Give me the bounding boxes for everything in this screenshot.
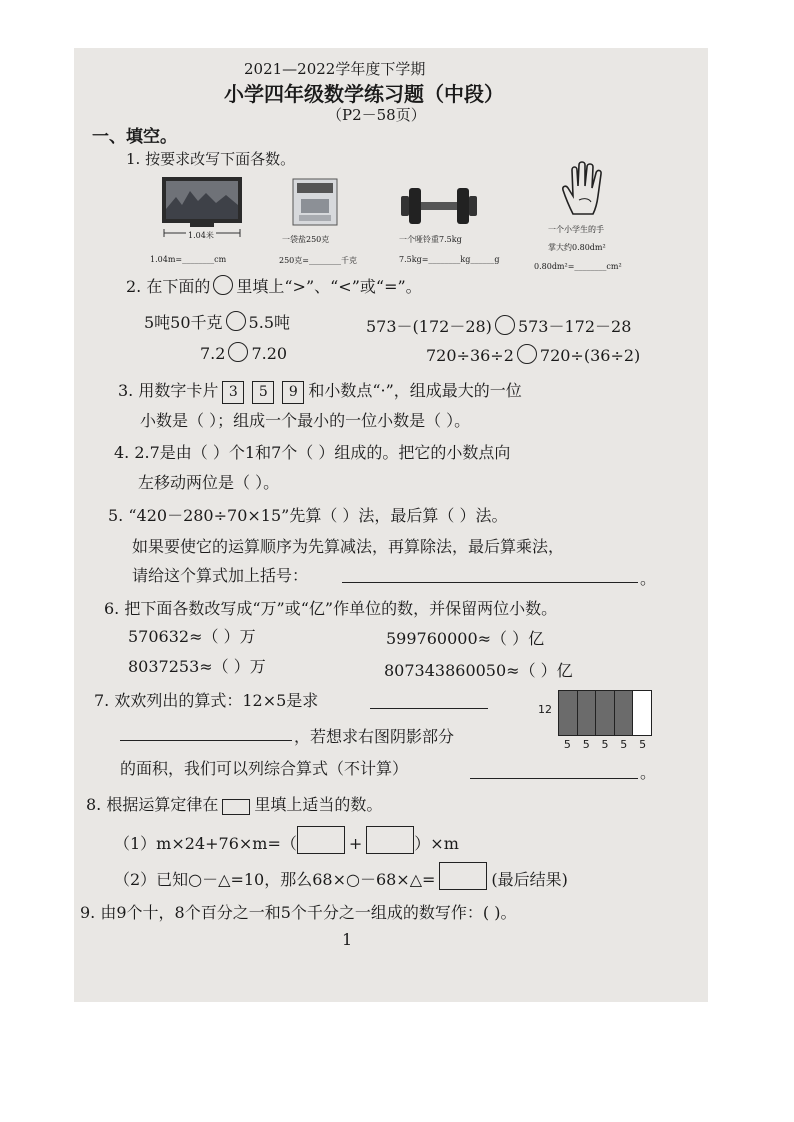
answer-box-3[interactable] xyxy=(439,862,487,890)
digit-card: 5 xyxy=(252,381,274,404)
q2-expr-a: 5吨50千克 xyxy=(144,313,223,332)
dumbbell-label: 一个哑铃重7.5kg xyxy=(399,235,462,244)
q5-line2: 如果要使它的运算顺序为先算减法，再算除法，最后算乘法， xyxy=(132,537,565,556)
figure-height-label: 12 xyxy=(538,703,552,716)
shaded-part xyxy=(615,691,634,735)
q6-answer-2: 599760000≈（ ）亿 xyxy=(386,629,545,648)
q6-answer-3: 8037253≈（ ）万 xyxy=(128,657,266,676)
worksheet-page xyxy=(74,48,708,1002)
q2-prompt-start: 2. 在下面的 xyxy=(126,277,211,296)
q2-prompt-end: 里填上“>”、“<”或“=”。 xyxy=(236,277,422,296)
q6-answer-4: 807343860050≈（ ）亿 xyxy=(384,661,573,680)
q8-sub1 xyxy=(114,826,459,854)
q8-sub2 xyxy=(114,862,568,890)
q3-line1 xyxy=(118,378,522,404)
section-heading: 一、填空。 xyxy=(92,127,177,147)
q6-prompt: 6. 把下面各数改写成“万”或“亿”作单位的数，并保留两位小数。 xyxy=(104,599,558,618)
q8-prompt-end: 里填上适当的数。 xyxy=(254,795,383,814)
answer-circle-1[interactable] xyxy=(226,311,246,331)
q2-expr-g: 720÷36÷2 xyxy=(426,346,514,365)
salt-bag-image xyxy=(289,175,341,229)
q2-expr-h: 720÷(36÷2) xyxy=(539,346,641,365)
q4-line2: 左移动两位是（ ）。 xyxy=(138,473,280,492)
q7-line2: ，若想求右图阴影部分 xyxy=(294,727,455,746)
q5-line1: 5. “420－280÷70×15”先算（ ）法，最后算（ ）法。 xyxy=(108,506,508,525)
tv-width-label: 1.04米 xyxy=(188,231,214,240)
digit-card: 3 xyxy=(222,381,244,404)
q7-answer-line-1[interactable] xyxy=(370,708,488,709)
answer-circle-4[interactable] xyxy=(517,344,537,364)
dumbbell-image xyxy=(399,182,479,230)
shaded-part xyxy=(578,691,597,735)
answer-circle-2[interactable] xyxy=(495,315,515,335)
figure-width-labels xyxy=(558,738,652,751)
width-label: 5 xyxy=(582,738,590,751)
q9-line: 9. 由9个十，8个百分之一和5个千分之一组成的数写作：( )。 xyxy=(80,903,517,922)
page-number: 1 xyxy=(342,930,353,949)
digit-card: 9 xyxy=(282,381,304,404)
area-figure xyxy=(558,690,652,736)
page-range: （P2－58页） xyxy=(327,106,426,124)
q1-answer-3: 7.5kg=________kg______g xyxy=(399,255,500,264)
q7-line1: 7. 欢欢列出的算式：12×5是求 xyxy=(94,691,319,710)
q1-prompt: 1. 按要求改写下面各数。 xyxy=(126,150,296,168)
q5-answer-line[interactable] xyxy=(342,582,638,583)
q7-line3: 的面积，我们可以列综合算式（不计算） xyxy=(120,759,409,778)
q7-answer-line-2[interactable] xyxy=(120,740,292,741)
width-label: 5 xyxy=(601,738,609,751)
width-label: 5 xyxy=(639,738,647,751)
answer-box-2[interactable] xyxy=(366,826,414,854)
shaded-part xyxy=(559,691,578,735)
answer-circle-3[interactable] xyxy=(228,342,248,362)
q3-text-a: 3. 用数字卡片 xyxy=(118,381,219,400)
width-label: 5 xyxy=(620,738,628,751)
q8-sub1-start: （1）m×24+76×m=（ xyxy=(114,834,297,853)
q7-answer-line-3[interactable] xyxy=(470,778,638,779)
school-year: 2021—2022学年度下学期 xyxy=(244,60,426,78)
page-title: 小学四年级数学练习题（中段） xyxy=(224,82,504,106)
q3-text-b: 和小数点“·”，组成最大的一位 xyxy=(308,381,522,400)
q8-sub2-end: (最后结果) xyxy=(491,870,568,889)
q2-prompt xyxy=(126,274,422,297)
q8-sub2-start: （2）已知○－△=10，那么68×○－68×△= xyxy=(114,870,436,889)
shaded-part xyxy=(596,691,615,735)
unshaded-part xyxy=(633,691,651,735)
q8-prompt-start: 8. 根据运算定律在 xyxy=(86,795,219,814)
salt-label: 一袋盐250克 xyxy=(282,235,330,244)
compare-circle-icon xyxy=(213,275,233,295)
q8-prompt xyxy=(86,792,382,815)
q2-expr-b: 5.5吨 xyxy=(248,313,290,332)
q2-expr-d: 573－172－28 xyxy=(517,317,632,336)
q5-end: 。 xyxy=(640,569,657,588)
q2-expr-c: 573－(172－28) xyxy=(366,317,492,336)
width-label: 5 xyxy=(563,738,571,751)
q2-row2-right xyxy=(426,344,640,365)
answer-box-1[interactable] xyxy=(297,826,345,854)
q1-answer-4: 0.80dm²=________cm² xyxy=(534,262,622,271)
q3-line2: 小数是（ ）；组成一个最小的一位小数是（ ）。 xyxy=(140,411,471,430)
q2-expr-e: 7.2 xyxy=(200,344,226,363)
plus-sign: + xyxy=(348,834,363,853)
q1-answer-2: 250克=________千克 xyxy=(279,256,357,265)
hand-label-line2: 掌大约0.80dm² xyxy=(548,243,606,252)
q1-answer-1: 1.04m=________cm xyxy=(150,255,227,264)
q5-line3: 请给这个算式加上括号： xyxy=(132,566,309,585)
q2-expr-f: 7.20 xyxy=(251,344,288,363)
q6-answer-1: 570632≈（ ）万 xyxy=(128,627,256,646)
q2-row1-left xyxy=(144,310,290,333)
hand-image xyxy=(559,160,611,218)
q4-line1: 4. 2.7是由（ ）个1和7个（ ）组成的。把它的小数点向 xyxy=(114,443,511,462)
q8-sub1-end: ）×m xyxy=(414,834,459,853)
hand-label-line1: 一个小学生的手 xyxy=(548,225,604,234)
q7-end: 。 xyxy=(640,763,657,782)
q2-row2-left xyxy=(200,342,287,363)
q2-row1-right xyxy=(366,314,631,337)
blank-box-icon xyxy=(222,799,250,815)
